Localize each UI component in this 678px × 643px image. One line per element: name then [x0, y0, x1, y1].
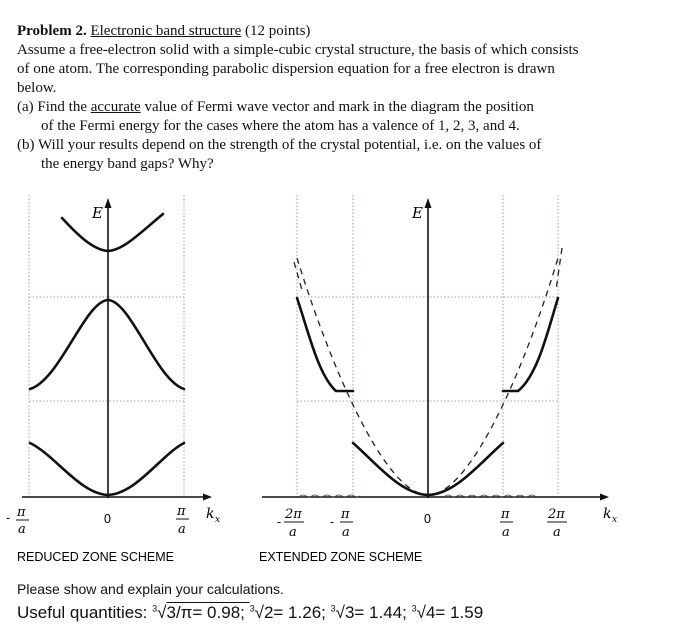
cube-root-index-2: 3: [249, 603, 255, 614]
reduced-right-pi: π: [177, 504, 186, 519]
parabola-left-ext: [294, 262, 302, 290]
quantity-2: 2= 1.26;: [263, 603, 331, 622]
extended-e-label: E: [412, 204, 423, 222]
parabola-right-ext: [556, 248, 562, 290]
reduced-minus: -: [6, 511, 11, 525]
problem-label: Problem 2.: [17, 23, 87, 39]
reduced-right-a: a: [178, 522, 186, 537]
ext-minus-1: -: [277, 515, 282, 529]
ext-band-2-left: [297, 298, 353, 391]
quantity-3: 3= 1.44;: [344, 603, 412, 622]
reduced-grid: [29, 195, 184, 497]
ext-band-2-right: [503, 298, 558, 391]
problem-points: (12 points): [245, 23, 311, 39]
extended-k-axis-arrow: [600, 494, 609, 501]
radical-icon: √: [416, 603, 426, 622]
ext-neg-pi: π: [341, 507, 350, 522]
useful-label: Useful quantities:: [17, 603, 153, 622]
reduced-left-a: a: [18, 522, 26, 537]
ext-pos-pi-a: a: [502, 525, 510, 540]
extended-zone-panel: [262, 195, 609, 501]
part-a-prefix: (a) Find the: [17, 99, 91, 115]
reduced-zone-caption: REDUCED ZONE SCHEME: [17, 550, 174, 564]
ext-pos-2pi: 2π: [548, 507, 565, 522]
reduced-k-axis-arrow: [203, 494, 212, 501]
ext-neg-2pi-a: a: [289, 525, 297, 540]
problem-title: Electronic band structure: [90, 23, 242, 39]
intro-line-1: Assume a free-electron solid with a simple-cubic crystal structure, the basis of which consists: [17, 42, 579, 58]
intro-line-2: of one atom. The corresponding parabolic dispersion equation for a free electron is drawn: [17, 61, 555, 77]
extended-e-axis-arrow: [425, 198, 432, 208]
band-1: [30, 443, 184, 495]
part-a-accurate: accurate: [90, 99, 141, 115]
ext-pos-pi: π: [501, 507, 510, 522]
part-a-line-2: of the Fermi energy for the cases where the atom has a valence of 1, 2, 3, and 4.: [41, 118, 520, 134]
part-b-line-1: (b) Will your results depend on the strength of the crystal potential, i.e. on the values of: [17, 137, 542, 153]
useful-quantities: [17, 603, 483, 623]
extended-k-subscript: x: [612, 515, 618, 525]
radical-icon: √: [157, 603, 167, 622]
band-3: [62, 214, 163, 251]
extended-zone-caption: EXTENDED ZONE SCHEME: [259, 550, 423, 564]
radical-icon: √: [335, 603, 345, 622]
band-2: [30, 300, 184, 389]
cube-root-index-3: 3: [330, 603, 336, 614]
instruction-text: Please show and explain your calculations.: [17, 581, 284, 597]
reduced-k-subscript: x: [215, 515, 221, 525]
reduced-e-axis-arrow: [105, 198, 112, 208]
ext-zero: 0: [424, 512, 431, 526]
extended-k-label: k: [603, 506, 612, 522]
reduced-zero: 0: [104, 512, 111, 526]
reduced-left-pi: π: [17, 505, 26, 520]
reduced-zone-panel: [22, 195, 212, 501]
intro-line-3: below.: [17, 80, 57, 96]
part-b-line-2: the energy band gaps? Why?: [41, 156, 214, 172]
cube-root-index-4: 3: [411, 603, 417, 614]
ext-neg-pi-a: a: [342, 525, 350, 540]
ext-neg-2pi: 2π: [285, 507, 302, 522]
ext-minus-2: -: [330, 515, 335, 529]
reduced-k-label: k: [206, 506, 215, 522]
quantity-1: 3/π= 0.98;: [166, 603, 250, 622]
reduced-e-label: E: [92, 204, 103, 222]
cube-root-index-1: 3: [152, 603, 158, 614]
radical-icon: √: [254, 603, 264, 622]
reduced-bands: [30, 214, 184, 495]
ext-pos-2pi-a: a: [553, 525, 561, 540]
quantity-4: 4= 1.59: [425, 603, 484, 622]
part-a-suffix: value of Fermi wave vector and mark in the diagram the position: [140, 99, 534, 115]
